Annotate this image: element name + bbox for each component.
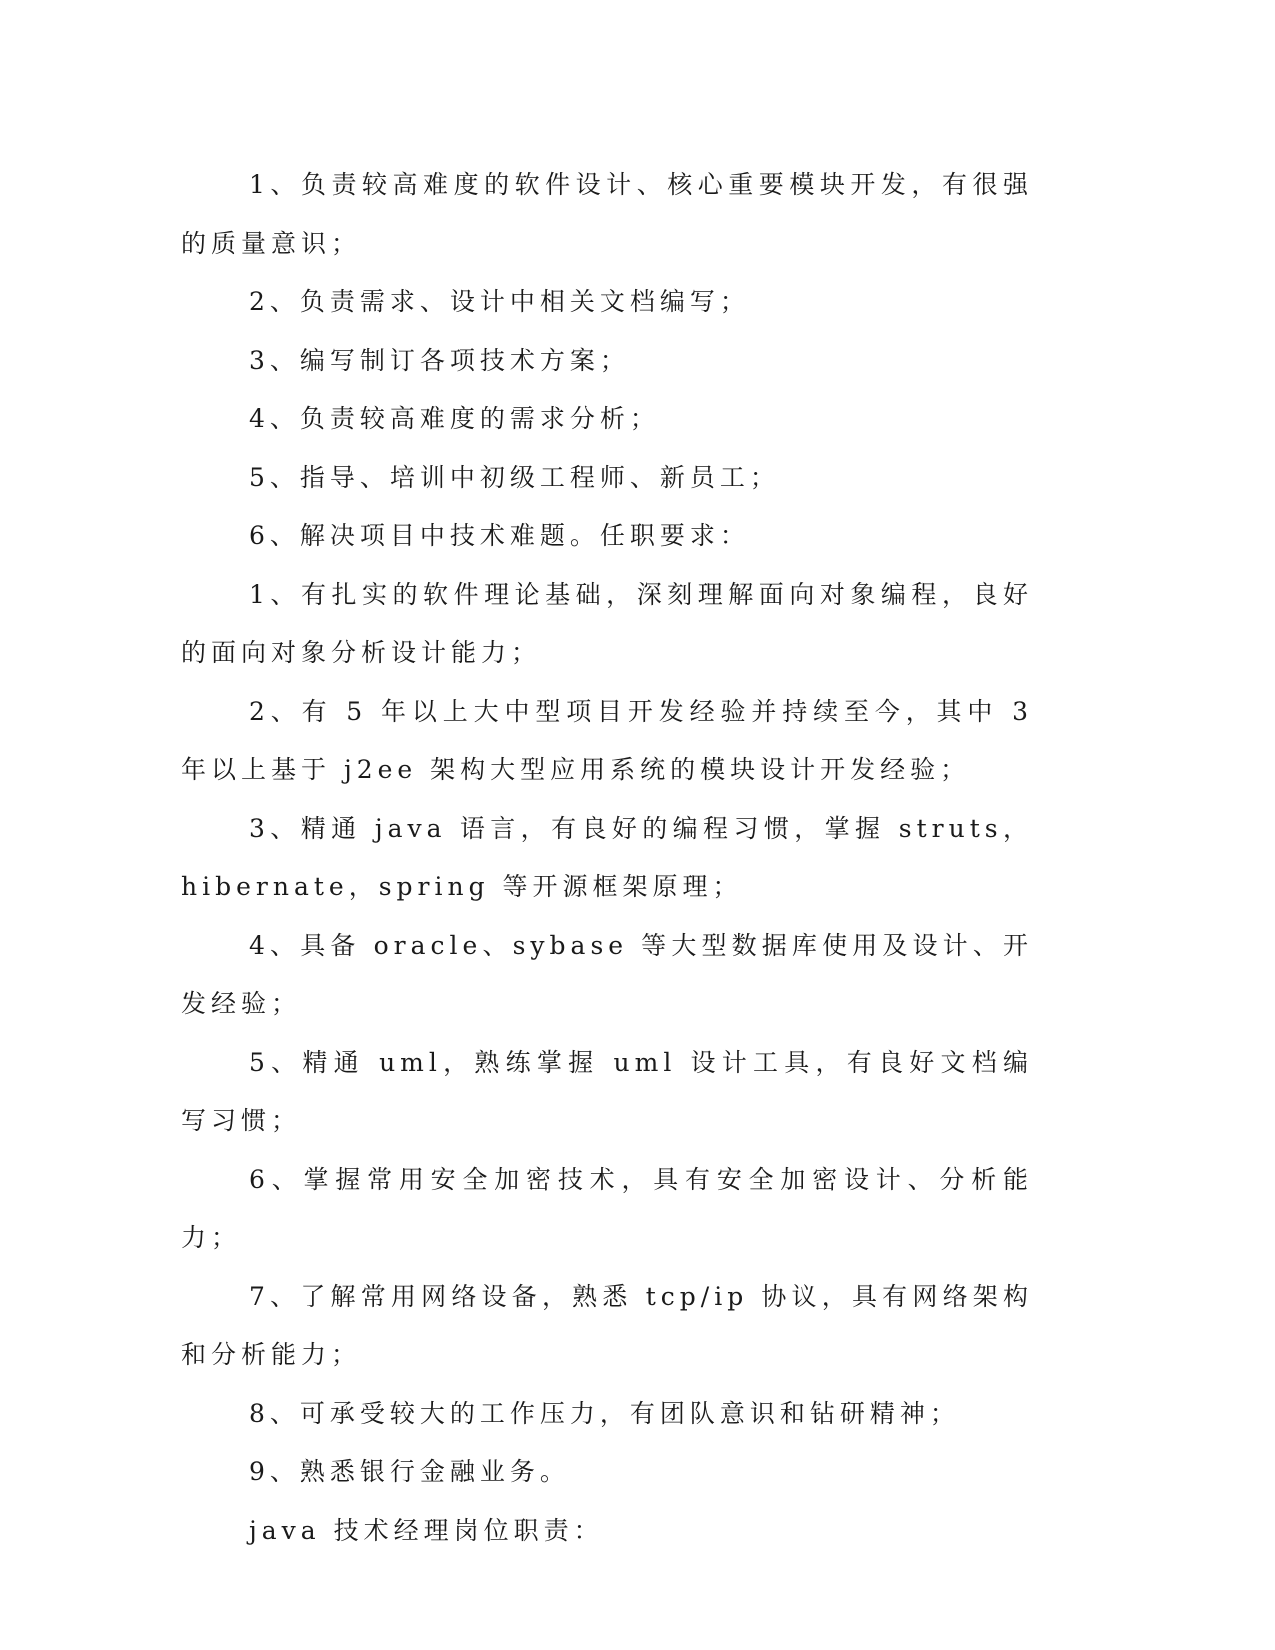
paragraph: 4、负责较高难度的需求分析；: [249, 404, 660, 433]
paragraph: 6、解决项目中技术难题。任职要求：: [249, 521, 750, 550]
paragraph: 5、精通 uml，熟练掌握 uml 设计工具，有良好文档编写习惯；: [181, 1047, 1033, 1135]
paragraph: 7、了解常用网络设备，熟悉 tcp/ip 协议，具有网络架构和分析能力；: [181, 1281, 1033, 1369]
paragraph: 2、有 5 年以上大中型项目开发经验并持续至今，其中 3 年以上基于 j2ee 架构大型应用系统的模块设计开发经验；: [181, 696, 1033, 784]
document-body: [181, 156, 1033, 1560]
paragraph: java 技术经理岗位职责：: [249, 1515, 604, 1545]
paragraph: 3、编写制订各项技术方案；: [249, 345, 630, 375]
paragraph: 6、掌握常用安全加密技术，具有安全加密设计、分析能力；: [181, 1164, 1033, 1252]
paragraph: 1、负责较高难度的软件设计、核心重要模块开发，有很强的质量意识；: [181, 170, 1033, 258]
paragraph: 4、具备 oracle、sybase 等大型数据库使用及设计、开发经验；: [181, 930, 1033, 1018]
paragraph: 3、精通 java 语言，有良好的编程习惯，掌握 struts，hibernate，spring 等开源框架原理；: [181, 813, 1033, 901]
paragraph: 8、可承受较大的工作压力，有团队意识和钻研精神；: [249, 1398, 960, 1428]
paragraph: 2、负责需求、设计中相关文档编写；: [249, 287, 750, 316]
paragraph: 1、有扎实的软件理论基础，深刻理解面向对象编程，良好的面向对象分析设计能力；: [181, 579, 1033, 667]
paragraph: 9、熟悉银行金融业务。: [249, 1457, 570, 1486]
paragraph: 5、指导、培训中初级工程师、新员工；: [249, 462, 780, 492]
